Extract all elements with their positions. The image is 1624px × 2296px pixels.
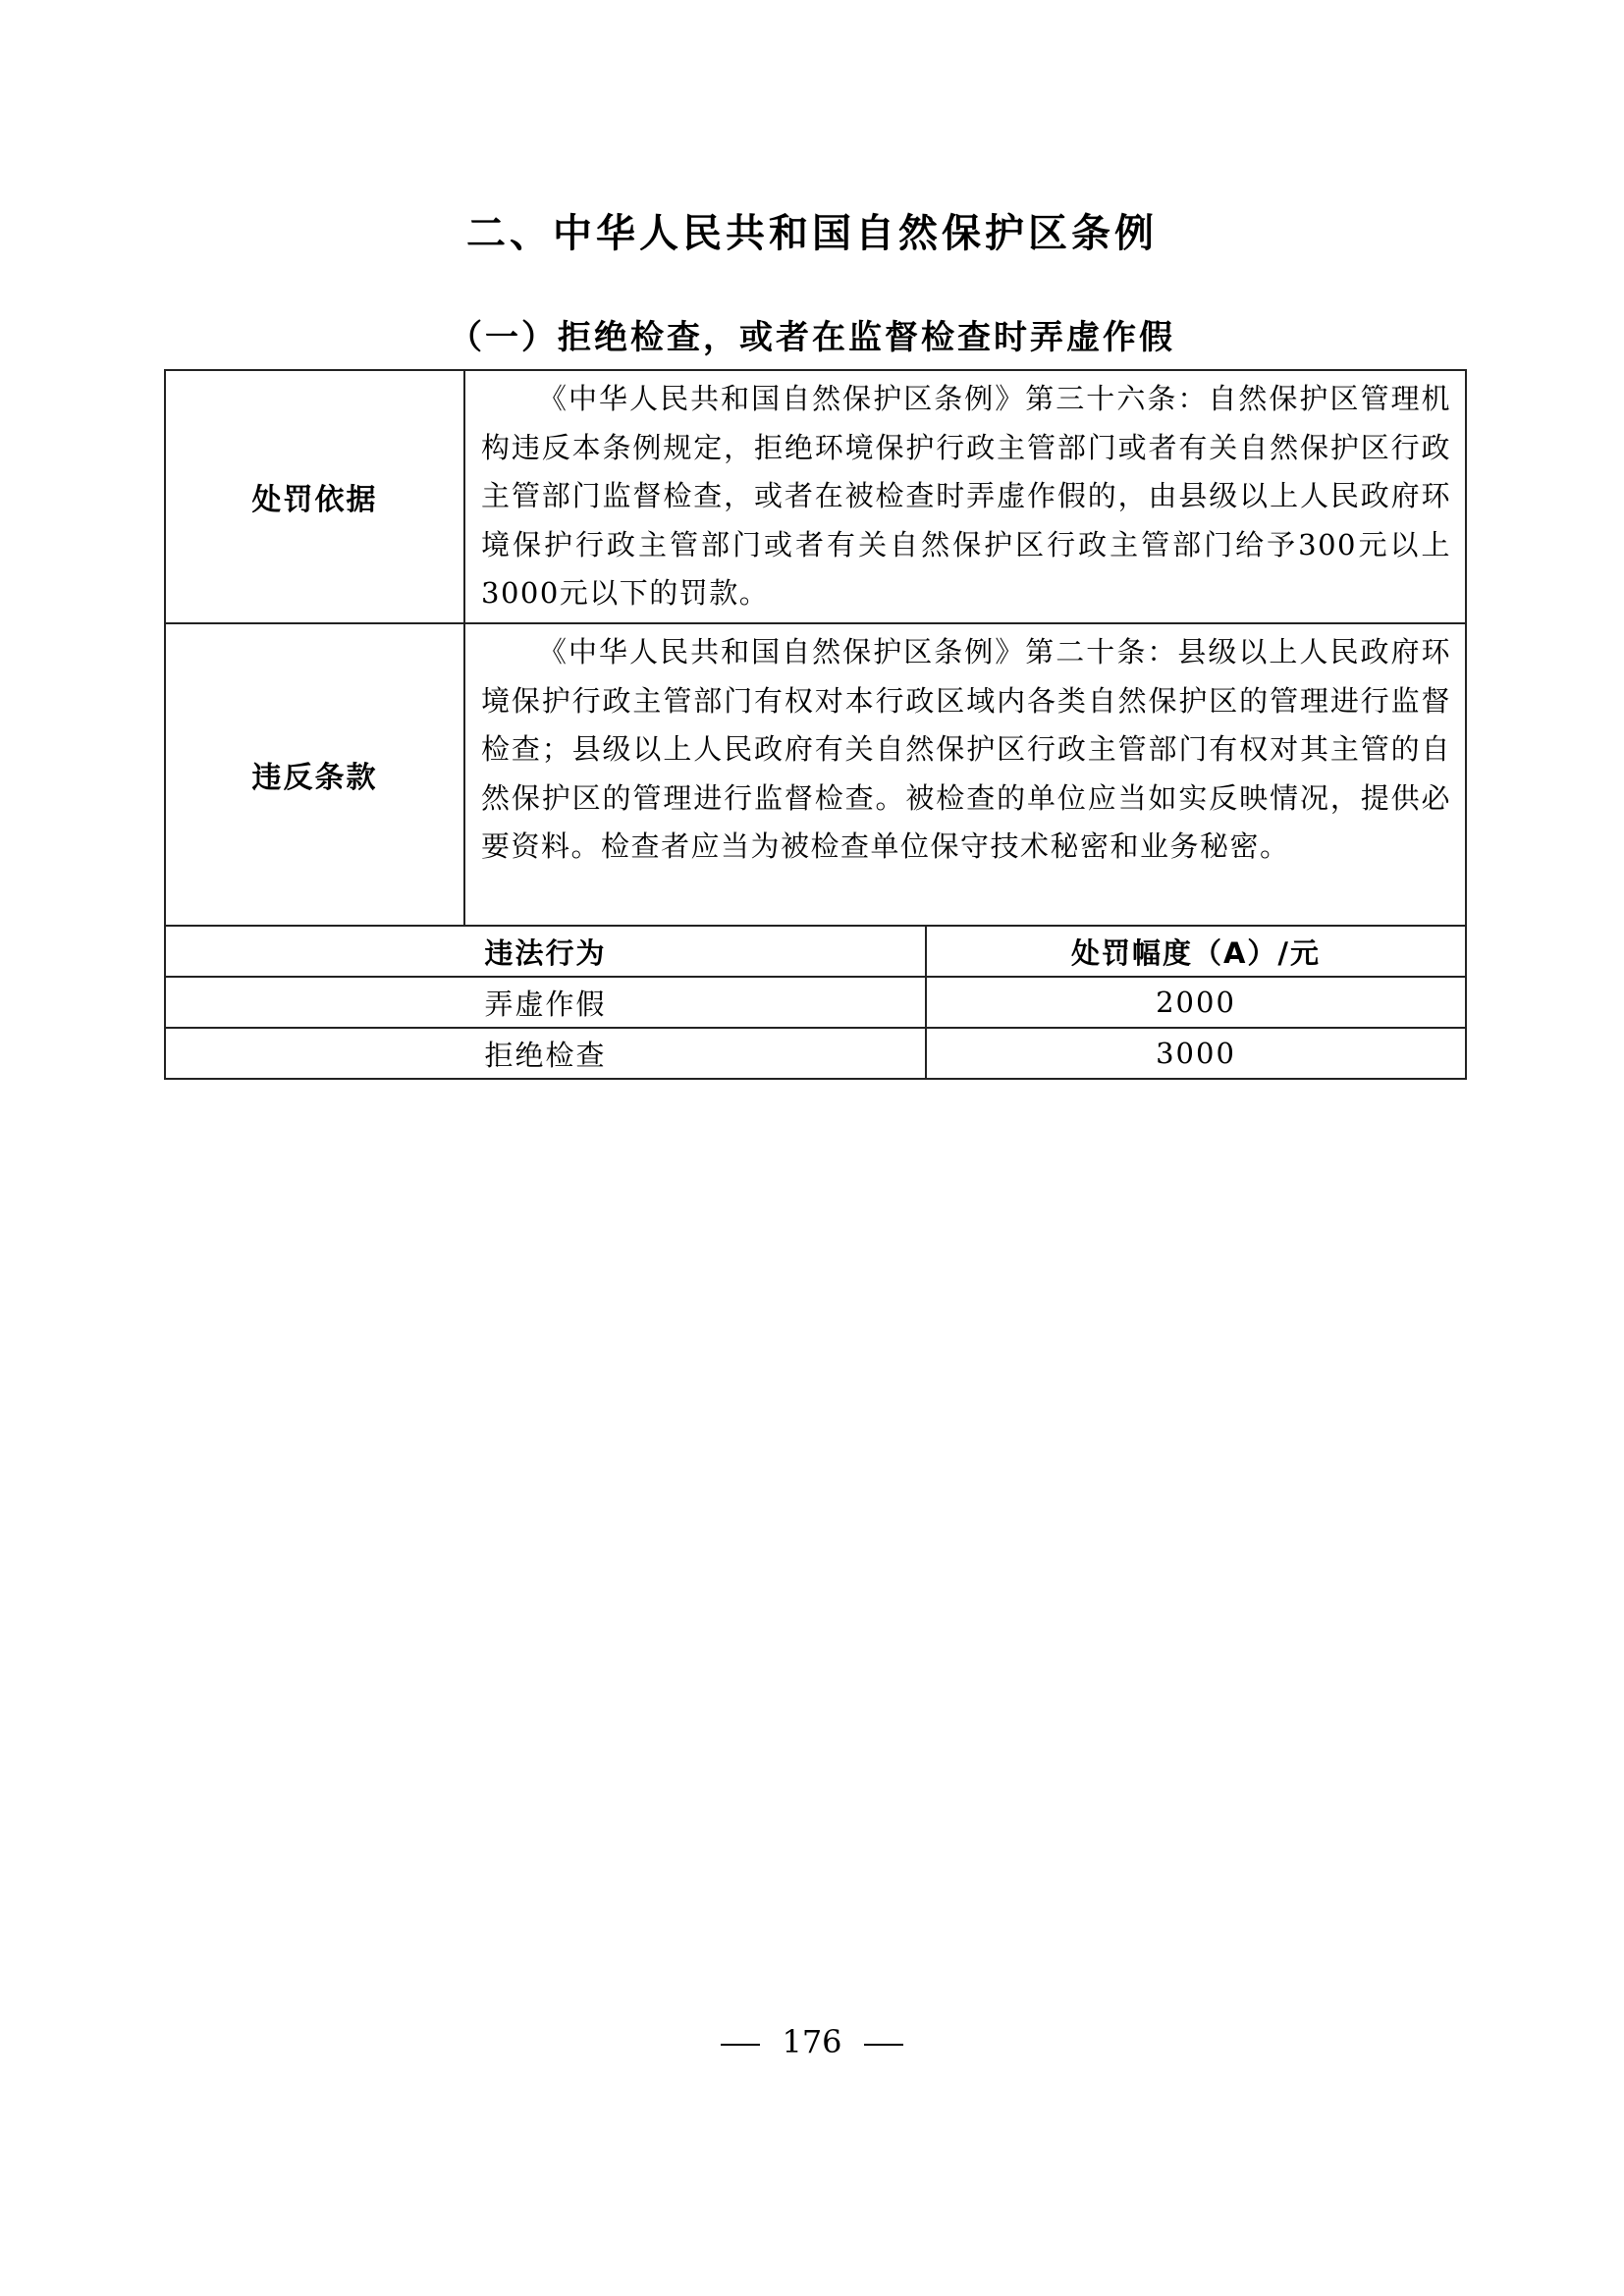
table-header-row bbox=[165, 926, 1466, 977]
penalty-basis-text: 《中华人民共和国自然保护区条例》第三十六条：自然保护区管理机构违反本条例规定，拒绝环境保护行政主管部门或者有关自然保护区行政主管部门监督检查，或者在被检查时弄虚作假的，由县级以上人民政府环境保护行政主管部门或者有关自然保护区行政主管部门给予300元以上3000元以下的罚款。 bbox=[481, 382, 1452, 611]
violated-clause-row bbox=[165, 623, 1466, 926]
page-footer bbox=[0, 2020, 1624, 2063]
table-row bbox=[165, 1028, 1466, 1079]
behavior-cell: 弄虚作假 bbox=[165, 977, 926, 1028]
section-title: （一）拒绝检查，或者在监督检查时弄虚作假 bbox=[449, 318, 1175, 357]
table-row bbox=[165, 977, 1466, 1028]
violated-clause-cell bbox=[464, 623, 1466, 926]
violated-clause-text: 《中华人民共和国自然保护区条例》第二十条：县级以上人民政府环境保护行政主管部门有权对本行政区域内各类自然保护区的管理进行监督检查；县级以上人民政府有关自然保护区行政主管部门有权对其主管的自然保护区的管理进行监督检查。被检查的单位应当如实反映情况，提供必要资料。检查者应当为被检查单位保守技术秘密和业务秘密。 bbox=[481, 635, 1452, 864]
page-number: 176 bbox=[782, 2023, 842, 2060]
penalty-basis-cell bbox=[464, 370, 1466, 623]
page-title: 二、中华人民共和国自然保护区条例 bbox=[466, 211, 1158, 256]
amount-cell: 2000 bbox=[926, 977, 1466, 1028]
behavior-cell: 拒绝检查 bbox=[165, 1028, 926, 1079]
column-header-amount: 处罚幅度（A）/元 bbox=[926, 926, 1466, 977]
amount-cell: 3000 bbox=[926, 1028, 1466, 1079]
page-number-right-dash bbox=[864, 2044, 903, 2046]
penalty-basis-label: 处罚依据 bbox=[165, 370, 464, 623]
penalty-table bbox=[164, 369, 1467, 1080]
column-header-behavior: 违法行为 bbox=[165, 926, 926, 977]
violated-clause-label: 违反条款 bbox=[165, 623, 464, 926]
penalty-basis-row bbox=[165, 370, 1466, 623]
page-number-left-dash bbox=[721, 2044, 760, 2046]
